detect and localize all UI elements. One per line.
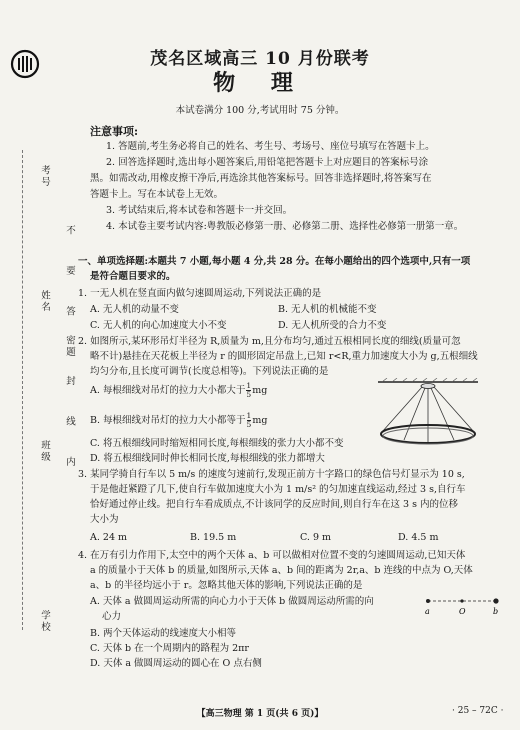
label-o: O — [459, 607, 466, 616]
side-label-banji: 班级 — [39, 440, 50, 463]
exam-subject: 物 理 — [213, 70, 307, 96]
q1-option-b: B. 无人机的机械能不变 — [278, 304, 377, 315]
q1-option-c: C. 无人机的向心加速度大小不变 — [90, 320, 227, 331]
center-o-icon — [460, 599, 463, 602]
note-2: 2. 回答选择题时,选出每小题答案后,用铅笔把答题卡上对应题目的答案标号涂 — [106, 157, 429, 168]
note-1: 1. 答题前,考生务必将自己的姓名、考生号、考场号、座位号填写在答题卡上。 — [106, 141, 435, 152]
q3-stem-1: 3. 某同学骑自行车以 5 m/s 的速度匀速前行,发现正前方十字路口的绿色信号灯显示为 10 s, — [78, 469, 465, 480]
q2-option-c: C. 将五根细线同时缩短相同长度,每根细线的张力大小都不变 — [90, 438, 344, 449]
exam-code: · 25 – 72C · — [452, 706, 504, 716]
q3-stem-3: 恰好通过停止线。把自行车看成质点,不计该同学的反应时间,则自行车在这 3 s 内的位移 — [90, 499, 459, 510]
q3-stem-4: 大小为 — [90, 514, 119, 525]
q3-option-d: D. 4.5 m — [398, 532, 439, 543]
q1-option-a: A. 无人机的动量不变 — [90, 304, 179, 315]
q1-option-d: D. 无人机所受的合力不变 — [278, 320, 387, 331]
binding-line — [22, 150, 23, 630]
note-2-cont: 黑。如需改动,用橡皮擦干净后,再选涂其他答案标号。回答非选择题时,将答案写在 — [90, 173, 432, 184]
exam-title: 茂名区域高三 10 月份联考 — [150, 49, 370, 69]
note-2-cont2: 答题卡上。写在本试卷上无效。 — [90, 189, 224, 200]
q2-option-a: A. 每根细线对吊灯的拉力大小都大于 $\frac{1}{5}$ mg — [90, 381, 268, 399]
note-3: 3. 考试结束后,将本试卷和答题卡一并交回。 — [106, 205, 293, 216]
q4-option-a: A. 天体 a 做圆周运动所需的向心力小于天体 b 做圆周运动所需的向 — [90, 596, 374, 607]
body-a-icon — [426, 599, 430, 603]
q4-stem-1: 4. 在万有引力作用下,太空中的两个天体 a、b 可以做相对位置不变的匀速圆周运动,已知天体 — [78, 550, 466, 561]
q4-stem-2: a 的质量小于天体 b 的质量,如图所示,天体 a、b 间的距离为 2r,a、b 连线的中点为 O,天体 — [90, 565, 473, 576]
side-label-xuexiao: 学校 — [39, 610, 50, 633]
side-label-kaohao: 考号 — [39, 165, 50, 188]
q4-option-a-cont: 心力 — [102, 611, 122, 622]
q3-option-b: B. 19.5 m — [190, 532, 237, 543]
binary-star-figure — [422, 590, 502, 618]
q3-option-a: A. 24 m — [90, 532, 128, 543]
q3-option-c: C. 9 m — [300, 532, 332, 543]
q3-stem-2: 于是他赶紧蹬了几下,使自行车做加速度大小为 1 m/s² 的匀加速直线运动,经过 3 s,自行车 — [90, 484, 466, 495]
label-a: a — [425, 607, 430, 616]
side-label-xingming: 姓名 — [39, 290, 50, 313]
note-4: 4. 本试卷主要考试内容:粤教版必修第一册、必修第二册、选择性必修第一册第一章。 — [106, 221, 464, 232]
body-b-icon — [493, 598, 498, 603]
q2-option-d: D. 将五根细线同时伸长相同长度,每根细线的张力都增大 — [90, 453, 325, 464]
label-b: b — [493, 607, 499, 616]
notes-heading: 注意事项: — [90, 125, 139, 138]
q2-stem-1: 2. 如图所示,某环形吊灯半径为 R,质量为 m,且分布均匀,通过五根相同长度的细线(质量可忽 — [78, 336, 461, 347]
q2-stem-3: 均匀分布,且长度可调节(长度总相等)。下列说法正确的是 — [90, 366, 329, 377]
q4-option-d: D. 天体 a 做圆周运动的圆心在 O 点右侧 — [90, 658, 262, 669]
seal-text-2: 密 封 线 内 — [64, 335, 75, 481]
q4-stem-3: a、b 的半径均远小于 r。忽略其他天体的影响,下列说法正确的是 — [90, 580, 363, 591]
q4-option-c: C. 天体 b 在一个周期内的路程为 2πr — [90, 643, 249, 654]
section-heading-cont: 是符合题目要求的。 — [90, 271, 176, 282]
seal-text-1: 不 要 答 题 — [64, 225, 75, 371]
exam-info: 本试卷满分 100 分,考试用时 75 分钟。 — [175, 105, 345, 116]
q2-option-b: B. 每根细线对吊灯的拉力大小都等于 $\frac{1}{5}$ mg — [90, 411, 268, 429]
q4-option-b: B. 两个天体运动的线速度大小相等 — [90, 628, 237, 639]
section-heading: 一、单项选择题:本题共 7 小题,每小题 4 分,共 28 分。在每小题给出的四个选项中,只有一项 — [78, 256, 471, 267]
q2-stem-2: 略不计)悬挂在天花板上半径为 r 的圆形固定吊盘上,已知 r<R,重力加速度大小为 g,五根细线 — [90, 351, 478, 362]
page-footer: 【高三物理 第 1 页(共 6 页)】 — [196, 709, 324, 719]
q1-stem: 1. 一无人机在竖直面内做匀速圆周运动,下列说法正确的是 — [78, 288, 322, 299]
lamp-figure — [372, 378, 484, 450]
